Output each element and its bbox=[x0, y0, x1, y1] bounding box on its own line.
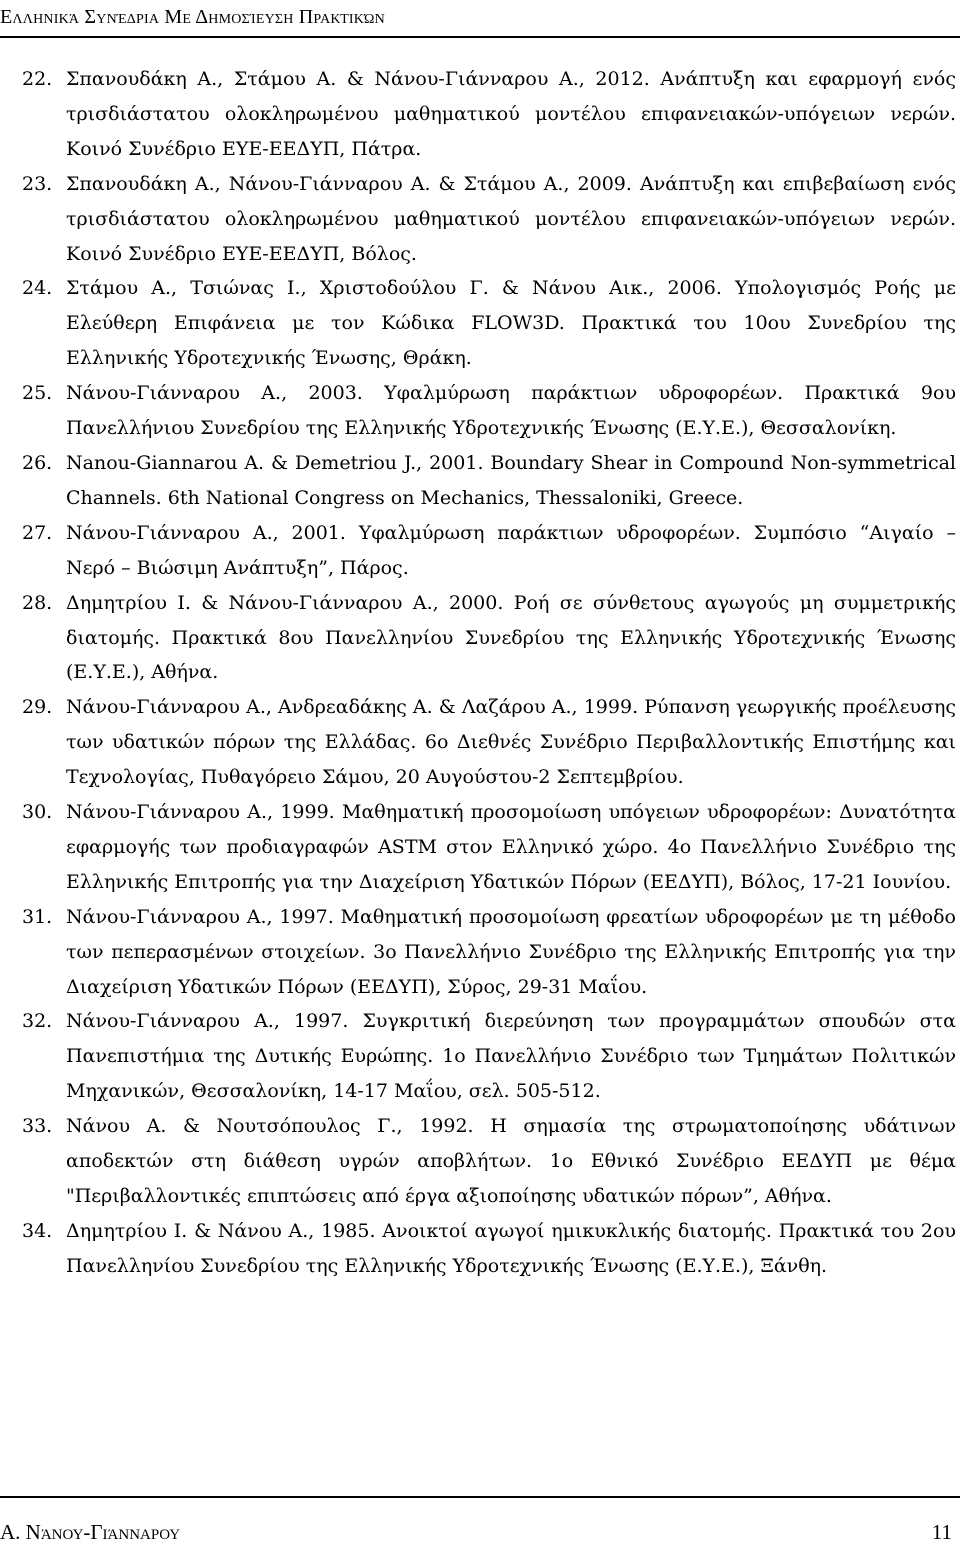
reference-number: 24. bbox=[22, 277, 53, 300]
reference-number: 26. bbox=[22, 451, 53, 474]
reference-list bbox=[22, 62, 956, 1284]
reference-item bbox=[22, 586, 956, 691]
reference-item bbox=[22, 446, 956, 516]
reference-number: 29. bbox=[22, 696, 53, 719]
reference-text: Δημητρίου Ι. & Νάνου-Γιάνναρου Α., 2000. Ροή σε σύνθετους αγωγούς μη συμμετρικής διατομής. Πρακτικά 8ου Πανελληνίου Συνεδρίου της Ελληνικής Υδροτεχνικής Ένωσης (Ε.Υ.Ε.), Αθήνα. bbox=[66, 591, 956, 684]
reference-item bbox=[22, 690, 956, 795]
reference-item bbox=[22, 62, 956, 167]
reference-number: 32. bbox=[22, 1010, 53, 1033]
page-number: 11 bbox=[931, 1520, 952, 1544]
reference-text: Νάνου-Γιάνναρου Α., 1997. Μαθηματική προσομοίωση φρεατίων υδροφορέων με τη μέθοδο των πεπερασμένων στοιχείων. 3ο Πανελλήνιο Συνέδριο της Ελληνικής Επιτροπής για την Διαχείριση Υδατικών Πόρων (ΕΕΔΥΠ), Σύρος, 29-31 Μαΐου. bbox=[66, 905, 956, 998]
reference-text: Νάνου-Γιάνναρου Α., Ανδρεαδάκης Α. & Λαζάρου Α., 1999. Ρύπανση γεωργικής προέλευσης των υδατικών πόρων της Ελλάδας. 6ο Διεθνές Συνέδριο Περιβαλλοντικής Επιστήμης και Τεχνολογίας, Πυθαγόρειο Σάμου, 20 Αυγούστου-2 Σεπτεμβρίου. bbox=[66, 696, 956, 789]
reference-item bbox=[22, 1004, 956, 1109]
reference-item bbox=[22, 516, 956, 586]
reference-text: Στάμου Α., Τσιώνας Ι., Χριστοδούλου Γ. & Νάνου Αικ., 2006. Υπολογισμός Ροής με Ελεύθερη Επιφάνεια με τον Κώδικα FLOW3D. Πρακτικά του 10ου Συνεδρίου της Ελληνικής Υδροτεχνικής Ένωσης, Θράκη. bbox=[66, 277, 956, 370]
footer-author: Α. Νάνου-Γιάνναρου bbox=[0, 1520, 181, 1544]
reference-number: 22. bbox=[22, 68, 53, 90]
reference-item bbox=[22, 1214, 956, 1284]
reference-text: Νάνου-Γιάνναρου Α., 1999. Μαθηματική προσομοίωση υπόγειων υδροφορέων: Δυνατότητα εφαρμογής των προδιαγραφών ASTM στον Ελληνικό χώρο. 4ο Πανελλήνιο Συνέδριο της Ελληνικής Επιτροπής για την Διαχείριση Υδατικών Πόρων (ΕΕΔΥΠ), Βόλος, 17-21 Ιουνίου. bbox=[66, 801, 956, 893]
reference-text: Νάνου Α. & Νουτσόπουλος Γ., 1992. Η σημασία της στρωματοποίησης υδάτινων αποδεκτών στη διάθεση υγρών αποβλήτων. 1ο Εθνικό Συνέδριο ΕΕΔΥΠ με θέμα "Περιβαλλοντικές επιπτώσεις από έργα αξιοποίησης υδατικών πόρων”, Αθήνα. bbox=[66, 1115, 956, 1207]
reference-text: Σπανουδάκη Α., Στάμου Α. & Νάνου-Γιάνναρου Α., 2012. Ανάπτυξη και εφαρμογή ενός τρισδιάστατου ολοκληρωμένου μαθηματικού μοντέλου επιφανειακών-υπόγειων νερών. Κοινό Συνέδριο ΕΥΕ-ΕΕΔΥΠ, Πάτρα. bbox=[66, 68, 956, 160]
reference-item bbox=[22, 900, 956, 1005]
reference-item bbox=[22, 795, 956, 900]
reference-item bbox=[22, 1109, 956, 1214]
reference-item bbox=[22, 376, 956, 446]
reference-item bbox=[22, 167, 956, 272]
reference-text: Νάνου-Γιάνναρου Α., 2003. Υφαλμύρωση παράκτιων υδροφορέων. Πρακτικά 9ου Πανελλήνιου Συνεδρίου της Ελληνικής Υδροτεχνικής Ένωσης (Ε.Υ.Ε.), Θεσσαλονίκη. bbox=[66, 382, 956, 440]
header-divider bbox=[0, 36, 960, 38]
reference-text: Νάνου-Γιάνναρου Α., 2001. Υφαλμύρωση παράκτιων υδροφορέων. Συμπόσιο “Αιγαίο – Νερό – Βιώσιμη Ανάπτυξη”, Πάρος. bbox=[66, 521, 956, 579]
reference-number: 23. bbox=[22, 172, 53, 195]
reference-number: 34. bbox=[22, 1219, 53, 1242]
reference-text: Σπανουδάκη Α., Νάνου-Γιάνναρου Α. & Στάμου Α., 2009. Ανάπτυξη και επιβεβαίωση ενός τρισδιάστατου ολοκληρωμένου μαθηματικού μοντέλου επιφανειακών-υπόγειων νερών. Κοινό Συνέδριο ΕΥΕ-ΕΕΔΥΠ, Βόλος. bbox=[66, 172, 956, 265]
reference-item bbox=[22, 271, 956, 376]
reference-number: 25. bbox=[22, 382, 53, 405]
page-header-title: Ελληνικά Συνέδρια Με Δημοσίευση Πρακτικών bbox=[0, 6, 385, 28]
reference-number: 33. bbox=[22, 1115, 53, 1138]
reference-text: Νάνου-Γιάνναρου Α., 1997. Συγκριτική διερεύνηση των προγραμμάτων σπουδών στα Πανεπιστήμια της Δυτικής Ευρώπης. 1ο Πανελλήνιο Συνέδριο των Τμημάτων Πολιτικών Μηχανικών, Θεσσαλονίκη, 14-17 Μαΐου, σελ. 505-512. bbox=[66, 1010, 956, 1103]
reference-number: 27. bbox=[22, 521, 53, 544]
reference-number: 31. bbox=[22, 905, 53, 928]
footer-divider bbox=[0, 1496, 960, 1498]
reference-number: 28. bbox=[22, 591, 53, 614]
reference-text: Nanou-Giannarou A. & Demetriou J., 2001. Boundary Shear in Compound Non-symmetrical Channels. 6th National Congress on Mechanics, Thessaloniki, Greece. bbox=[66, 451, 956, 509]
reference-text: Δημητρίου Ι. & Νάνου Α., 1985. Ανοικτοί αγωγοί ημικυκλικής διατομής. Πρακτικά του 2ου Πανελληνίου Συνεδρίου της Ελληνικής Υδροτεχνικής Ένωσης (Ε.Υ.Ε.), Ξάνθη. bbox=[66, 1219, 956, 1277]
reference-number: 30. bbox=[22, 801, 53, 824]
